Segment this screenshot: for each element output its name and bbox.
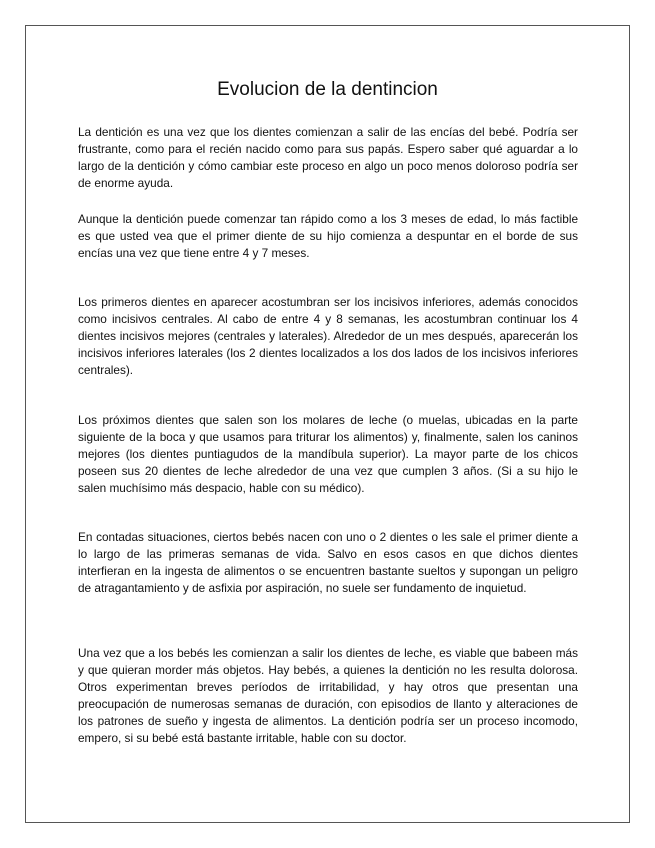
paragraph-natal-teeth: En contadas situaciones, ciertos bebés nacen con uno o 2 dientes o les sale el primer diente a lo largo de las primeras semanas de vida. Salvo en esos casos en que dichos dientes interfieran en la ingesta de alimentos o se encuentren bastante sueltos y supongan un peligro de atragantamiento y de asfixia por aspiración, no suele ser fundamento de inquietud.: [78, 530, 578, 595]
paragraph-symptoms: Una vez que a los bebés les comienzan a salir los dientes de leche, es viable que babeen más y que quieran morder más objetos. Hay bebés, a quienes la dentición no les resulta dolorosa. Otros experimentan breves períodos de irritabilidad, y hay otros que presentan una preocupación de numerosas semanas de duración, con episodios de llanto y alteraciones de los patrones de sueño y ingesta de alimentos. La dentición podría ser un proceso incomodo, empero, si su bebé está bastante irritable, hable con su doctor.: [78, 646, 578, 745]
document-page: [25, 25, 630, 823]
paragraph-next-teeth: Los próximos dientes que salen son los molares de leche (o muelas, ubicadas en la parte siguiente de la boca y que usamos para triturar los alimentos) y, finalmente, salen los caninos mejores (los dientes puntiagudos de la mandíbula superior). La mayor parte de los chicos poseen sus 20 dientes de leche alrededor de una vez que cumplen 3 años. (Si a su hijo le salen muchísimo más despacio, hable con su médico).: [78, 413, 578, 495]
paragraph-first-teeth: Los primeros dientes en aparecer acostumbran ser los incisivos inferiores, además conocidos como incisivos centrales. Al cabo de entre 4 y 8 semanas, les acostumbran continuar los 4 dientes incisivos mejores (centrales y laterales). Alrededor de un mes después, aparecerán los incisivos inferiores laterales (los 2 dientes localizados a los dos lados de los incisivos inferiores centrales).: [78, 295, 578, 377]
paragraph-onset: Aunque la dentición puede comenzar tan rápido como a los 3 meses de edad, lo más factible es que usted vea que el primer diente de su hijo comienza a despuntar en el borde de sus encías una vez que tiene entre 4 y 7 meses.: [78, 212, 578, 260]
page-title: Evolucion de la dentincion: [217, 79, 438, 100]
paragraph-intro: La dentición es una vez que los dientes comienzan a salir de las encías del bebé. Podría ser frustrante, como para el recién nacido como para sus papás. Espero saber qué aguardar a lo largo de la dentición y cómo cambiar este proceso en algo un poco menos doloroso podría ser de enorme ayuda.: [78, 125, 578, 190]
